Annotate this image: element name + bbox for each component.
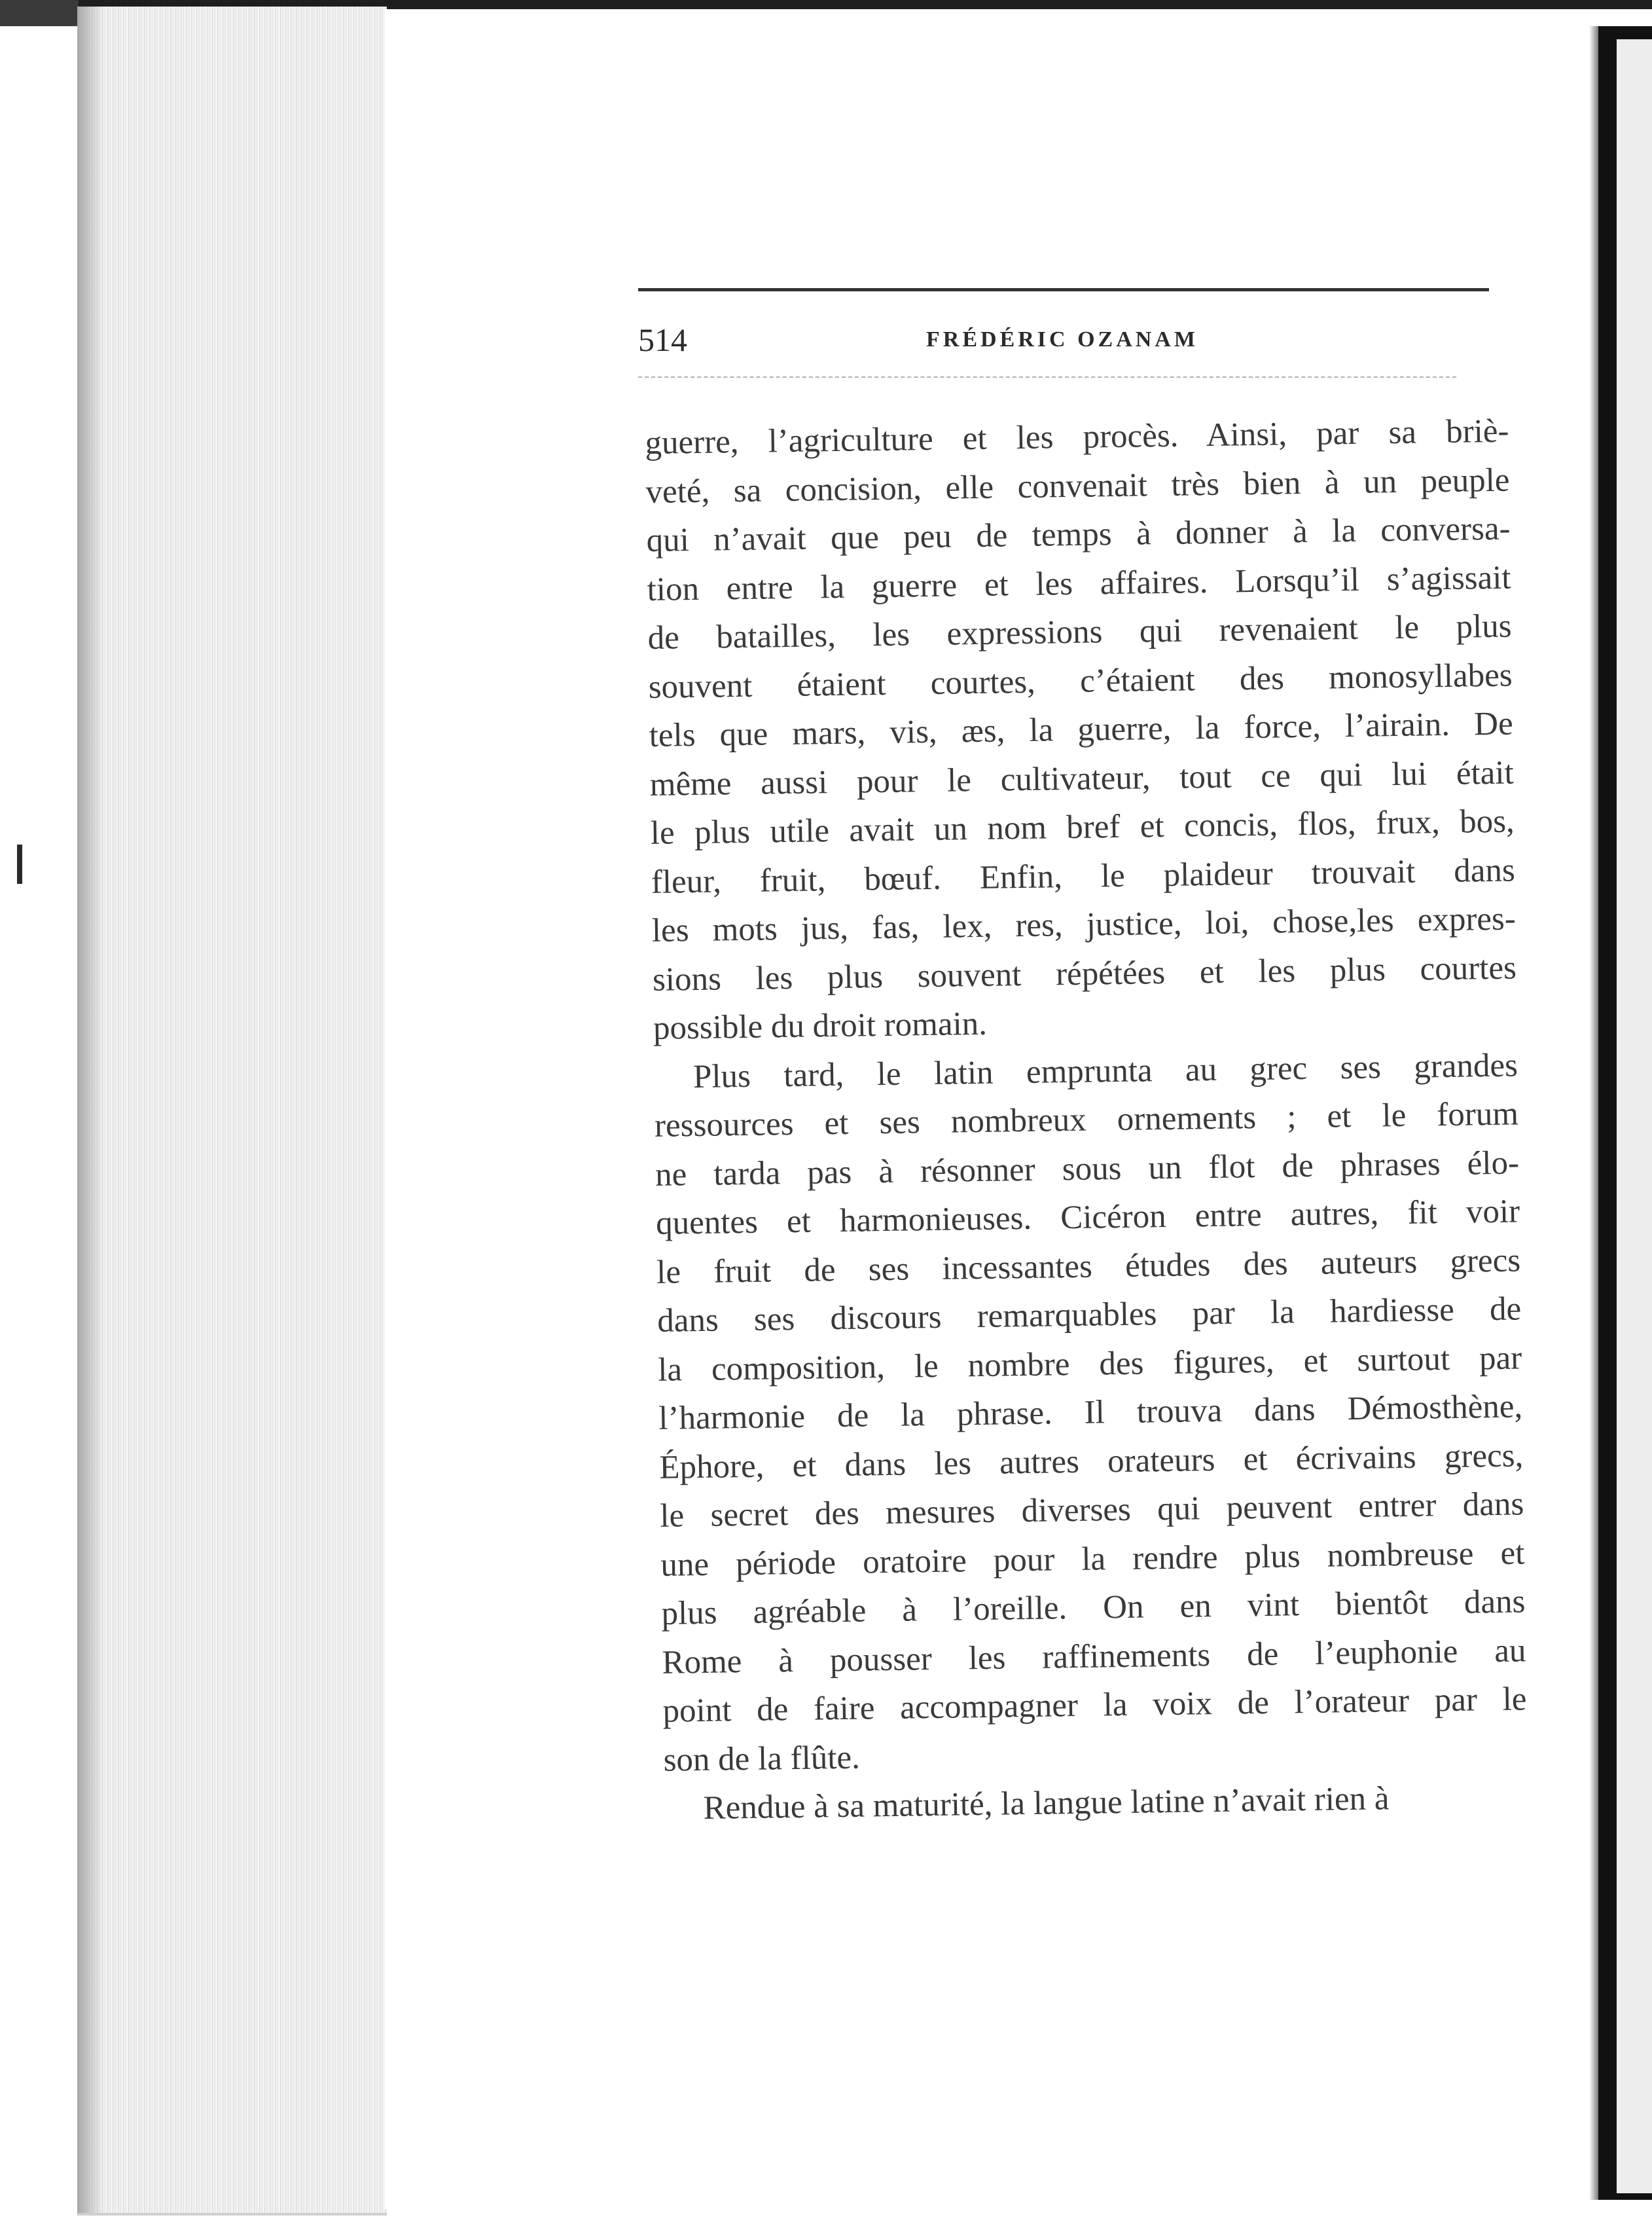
text-line: le fruit de ses incessantes études des auteurs grecs xyxy=(656,1241,1521,1291)
text-line: l’harmonie de la phrase. Il trouva dans Démosthène, xyxy=(658,1388,1523,1437)
next-page-edge xyxy=(1617,39,1652,2193)
text-line: une période oratoire pour la rendre plus nombreuse et xyxy=(660,1534,1525,1584)
paragraph-start-line: Rendue à sa maturité, la langue latine n’avait rien à xyxy=(703,1780,1390,1827)
book-page-stack xyxy=(77,7,387,2216)
text-line: la composition, le nombre des figures, et surtout par xyxy=(657,1339,1522,1389)
running-head: FRÉDÉRIC OZANAM xyxy=(926,327,1198,352)
text-line: même aussi pour le cultivateur, tout ce qui lui était xyxy=(649,754,1515,803)
text-line: les mots jus, fas, lex, res, justice, loi, chose,les expres- xyxy=(651,900,1517,949)
text-line: tels que mars, vis, æs, la guerre, la force, l’airain. De xyxy=(649,705,1514,754)
text-line: le plus utile avait un nom bref et concis, flos, frux, bos, xyxy=(650,803,1515,852)
header-rule xyxy=(638,288,1489,291)
text-line: point de faire accompagner la voix de l’orateur par le xyxy=(662,1681,1527,1730)
text-line: ne tarda pas à résonner sous un flot de phrases élo- xyxy=(655,1144,1520,1194)
scan-margin-mark xyxy=(17,845,22,884)
text-line: sions les plus souvent répétées et les plus courtes xyxy=(652,949,1517,998)
text-line: de batailles, les expressions qui revenaient le plus xyxy=(647,608,1512,657)
text-line: souvent étaient courtes, c’étaient des monosyllabes xyxy=(648,657,1513,706)
text-line: dans ses discours remarquables par la hardiesse de xyxy=(656,1290,1522,1340)
body-text xyxy=(645,407,1528,1834)
text-line: guerre, l’agriculture et les procès. Ainsi, par sa briè- xyxy=(645,412,1509,462)
text-line: le secret des mesures diverses qui peuvent entrer dans xyxy=(660,1486,1524,1535)
text-line: fleur, fruit, bœuf. Enfin, le plaideur trouvait dans xyxy=(651,852,1516,901)
text-line: plus agréable à l’oreille. On en vint bientôt dans xyxy=(661,1583,1526,1632)
text-line: quentes et harmonieuses. Cicéron entre autres, fit voir xyxy=(655,1193,1520,1242)
page-number: 514 xyxy=(638,321,687,358)
text-line: veté, sa concision, elle convenait très bien à un peuple xyxy=(645,462,1510,511)
page-stack-shadow xyxy=(77,7,103,2213)
paragraph-start-line: Plus tard, le latin emprunta au grec ses grandes xyxy=(692,1046,1518,1095)
page-header xyxy=(638,321,1489,367)
header-sub-rule xyxy=(638,376,1456,378)
text-line: Éphore, et dans les autres orateurs et écrivains grecs, xyxy=(658,1436,1524,1486)
text-line: tion entre la guerre et les affaires. Lorsqu’il s’agissait xyxy=(647,559,1511,608)
text-line: ressources et ses nombreux ornements ; et le forum xyxy=(654,1095,1519,1144)
text-line: son de la flûte. xyxy=(663,1739,861,1779)
text-line: possible du droit romain. xyxy=(653,1005,988,1047)
text-line: Rome à pousser les raffinements de l’euphonie au xyxy=(662,1632,1526,1681)
text-line: qui n’avait que peu de temps à donner à la conversa- xyxy=(646,510,1511,559)
scan-corner-edge xyxy=(0,0,79,26)
